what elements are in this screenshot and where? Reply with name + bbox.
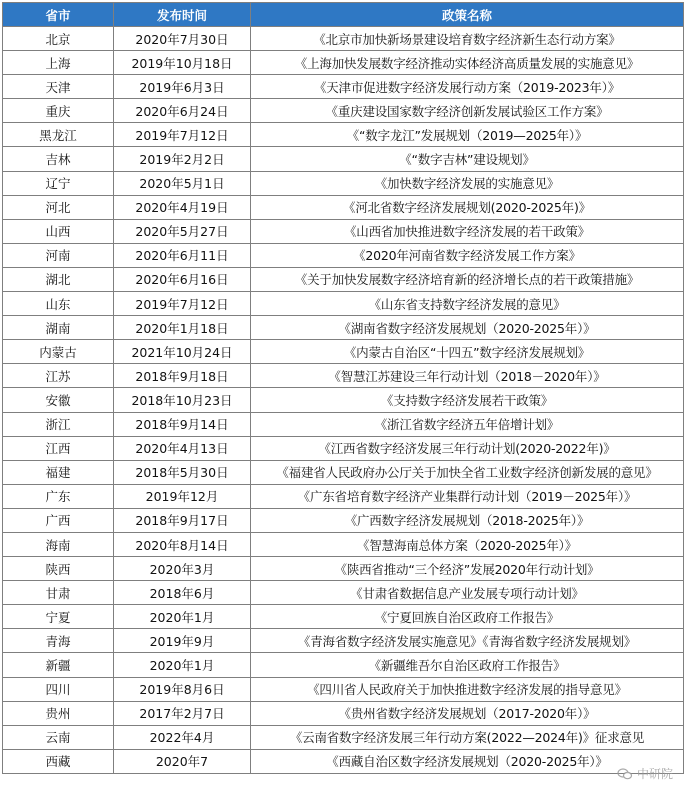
cell-policy: 《广东省培育数字经济产业集群行动计划（2019－2025年）》 bbox=[251, 484, 684, 508]
cell-province: 河北 bbox=[3, 195, 114, 219]
cell-date: 2019年8月6日 bbox=[114, 677, 251, 701]
cell-province: 甘肃 bbox=[3, 581, 114, 605]
cell-province: 山西 bbox=[3, 219, 114, 243]
table-row bbox=[3, 605, 684, 629]
cell-date: 2018年10月23日 bbox=[114, 388, 251, 412]
header-policy: 政策名称 bbox=[251, 3, 684, 27]
cell-province: 新疆 bbox=[3, 653, 114, 677]
table-row bbox=[3, 364, 684, 388]
table-row bbox=[3, 75, 684, 99]
table-row bbox=[3, 436, 684, 460]
cell-policy: 《加快数字经济发展的实施意见》 bbox=[251, 171, 684, 195]
cell-province: 浙江 bbox=[3, 412, 114, 436]
table-row bbox=[3, 123, 684, 147]
table-row bbox=[3, 316, 684, 340]
cell-policy: 《浙江省数字经济五年倍增计划》 bbox=[251, 412, 684, 436]
policy-table bbox=[2, 2, 684, 774]
cell-policy: 《湖南省数字经济发展规划（2020-2025年）》 bbox=[251, 316, 684, 340]
cell-policy: 《上海加快发展数字经济推动实体经济高质量发展的实施意见》 bbox=[251, 51, 684, 75]
cell-policy: 《宁夏回族自治区政府工作报告》 bbox=[251, 605, 684, 629]
cell-date: 2020年4月19日 bbox=[114, 195, 251, 219]
cell-policy: 《内蒙古自治区“十四五”数字经济发展规划》 bbox=[251, 340, 684, 364]
table-row bbox=[3, 725, 684, 749]
cell-date: 2019年12月 bbox=[114, 484, 251, 508]
watermark bbox=[617, 765, 673, 782]
cell-policy: 《山西省加快推进数字经济发展的若干政策》 bbox=[251, 219, 684, 243]
table-row bbox=[3, 147, 684, 171]
cell-province: 广西 bbox=[3, 508, 114, 532]
cell-policy: 《新疆维吾尔自治区政府工作报告》 bbox=[251, 653, 684, 677]
cell-date: 2018年5月30日 bbox=[114, 460, 251, 484]
cell-policy: 《支持数字经济发展若干政策》 bbox=[251, 388, 684, 412]
cell-province: 云南 bbox=[3, 725, 114, 749]
cell-province: 上海 bbox=[3, 51, 114, 75]
cell-policy: 《“数字龙江”发展规划（2019—2025年）》 bbox=[251, 123, 684, 147]
cell-province: 江苏 bbox=[3, 364, 114, 388]
cell-policy: 《福建省人民政府办公厅关于加快全省工业数字经济创新发展的意见》 bbox=[251, 460, 684, 484]
table-row bbox=[3, 243, 684, 267]
cell-province: 内蒙古 bbox=[3, 340, 114, 364]
table-row bbox=[3, 99, 684, 123]
cell-policy: 《广西数字经济发展规划（2018-2025年）》 bbox=[251, 508, 684, 532]
cell-province: 湖南 bbox=[3, 316, 114, 340]
cell-policy: 《2020年河南省数字经济发展工作方案》 bbox=[251, 243, 684, 267]
cell-province: 江西 bbox=[3, 436, 114, 460]
cell-province: 河南 bbox=[3, 243, 114, 267]
cell-date: 2020年1月18日 bbox=[114, 316, 251, 340]
cell-policy: 《“数字吉林”建设规划》 bbox=[251, 147, 684, 171]
cell-date: 2019年7月12日 bbox=[114, 123, 251, 147]
cell-policy: 《重庆建设国家数字经济创新发展试验区工作方案》 bbox=[251, 99, 684, 123]
cell-policy: 《西藏自治区数字经济发展规划（2020-2025年）》 bbox=[251, 749, 684, 773]
cell-policy: 《甘肃省数据信息产业发展专项行动计划》 bbox=[251, 581, 684, 605]
table-header-row bbox=[3, 3, 684, 27]
cell-date: 2020年3月 bbox=[114, 557, 251, 581]
cell-date: 2020年5月1日 bbox=[114, 171, 251, 195]
cell-policy: 《陕西省推动“三个经济”发展2020年行动计划》 bbox=[251, 557, 684, 581]
table-row bbox=[3, 749, 684, 773]
table-row bbox=[3, 484, 684, 508]
cell-policy: 《河北省数字经济发展规划(2020-2025年)》 bbox=[251, 195, 684, 219]
table-row bbox=[3, 701, 684, 725]
table-row bbox=[3, 195, 684, 219]
cell-policy: 《关于加快发展数字经济培育新的经济增长点的若干政策措施》 bbox=[251, 267, 684, 291]
cell-date: 2019年9月 bbox=[114, 629, 251, 653]
cell-date: 2018年9月18日 bbox=[114, 364, 251, 388]
cell-policy: 《北京市加快新场景建设培育数字经济新生态行动方案》 bbox=[251, 27, 684, 51]
cell-date: 2019年7月12日 bbox=[114, 292, 251, 316]
header-date: 发布时间 bbox=[114, 3, 251, 27]
cell-province: 山东 bbox=[3, 292, 114, 316]
table-row bbox=[3, 508, 684, 532]
cell-date: 2018年6月 bbox=[114, 581, 251, 605]
table-row bbox=[3, 677, 684, 701]
cell-province: 西藏 bbox=[3, 749, 114, 773]
cell-province: 北京 bbox=[3, 27, 114, 51]
table-row bbox=[3, 292, 684, 316]
cell-date: 2019年10月18日 bbox=[114, 51, 251, 75]
cell-policy: 《江西省数字经济发展三年行动计划(2020-2022年)》 bbox=[251, 436, 684, 460]
cell-province: 安徽 bbox=[3, 388, 114, 412]
cell-date: 2018年9月17日 bbox=[114, 508, 251, 532]
table-row bbox=[3, 653, 684, 677]
table-row bbox=[3, 219, 684, 243]
cell-policy: 《天津市促进数字经济发展行动方案（2019-2023年）》 bbox=[251, 75, 684, 99]
cell-province: 陕西 bbox=[3, 557, 114, 581]
cell-date: 2020年4月13日 bbox=[114, 436, 251, 460]
cell-province: 重庆 bbox=[3, 99, 114, 123]
cell-date: 2021年10月24日 bbox=[114, 340, 251, 364]
cell-date: 2020年5月27日 bbox=[114, 219, 251, 243]
cell-date: 2020年8月14日 bbox=[114, 532, 251, 556]
cell-province: 宁夏 bbox=[3, 605, 114, 629]
cell-date: 2020年6月24日 bbox=[114, 99, 251, 123]
table-body bbox=[3, 27, 684, 774]
cell-province: 青海 bbox=[3, 629, 114, 653]
cell-province: 吉林 bbox=[3, 147, 114, 171]
table-row bbox=[3, 532, 684, 556]
cell-policy: 《青海省数字经济发展实施意见》《青海省数字经济发展规划》 bbox=[251, 629, 684, 653]
cell-province: 辽宁 bbox=[3, 171, 114, 195]
cell-policy: 《云南省数字经济发展三年行动方案(2022—2024年)》征求意见 bbox=[251, 725, 684, 749]
cell-date: 2020年1月 bbox=[114, 605, 251, 629]
cell-province: 广东 bbox=[3, 484, 114, 508]
table-row bbox=[3, 51, 684, 75]
cell-province: 黑龙江 bbox=[3, 123, 114, 147]
table-row bbox=[3, 412, 684, 436]
table-row bbox=[3, 460, 684, 484]
cell-province: 贵州 bbox=[3, 701, 114, 725]
table-row bbox=[3, 581, 684, 605]
cell-date: 2020年1月 bbox=[114, 653, 251, 677]
table-row bbox=[3, 27, 684, 51]
cell-date: 2020年7月30日 bbox=[114, 27, 251, 51]
table-row bbox=[3, 171, 684, 195]
cell-date: 2018年9月14日 bbox=[114, 412, 251, 436]
table-row bbox=[3, 629, 684, 653]
table-row bbox=[3, 557, 684, 581]
cell-date: 2020年6月11日 bbox=[114, 243, 251, 267]
cell-policy: 《智慧海南总体方案（2020-2025年）》 bbox=[251, 532, 684, 556]
cell-province: 福建 bbox=[3, 460, 114, 484]
cell-province: 天津 bbox=[3, 75, 114, 99]
table-row bbox=[3, 388, 684, 412]
cell-policy: 《四川省人民政府关于加快推进数字经济发展的指导意见》 bbox=[251, 677, 684, 701]
table-row bbox=[3, 267, 684, 291]
cell-policy: 《山东省支持数字经济发展的意见》 bbox=[251, 292, 684, 316]
cell-policy: 《贵州省数字经济发展规划（2017-2020年）》 bbox=[251, 701, 684, 725]
table-row bbox=[3, 340, 684, 364]
watermark-text: 中研院 bbox=[636, 767, 673, 781]
cell-date: 2017年2月7日 bbox=[114, 701, 251, 725]
cell-province: 海南 bbox=[3, 532, 114, 556]
cell-province: 四川 bbox=[3, 677, 114, 701]
cell-date: 2019年2月2日 bbox=[114, 147, 251, 171]
wechat-icon bbox=[617, 766, 633, 782]
cell-policy: 《智慧江苏建设三年行动计划（2018－2020年）》 bbox=[251, 364, 684, 388]
cell-date: 2020年7 bbox=[114, 749, 251, 773]
cell-date: 2020年6月16日 bbox=[114, 267, 251, 291]
cell-date: 2022年4月 bbox=[114, 725, 251, 749]
cell-date: 2019年6月3日 bbox=[114, 75, 251, 99]
header-province: 省市 bbox=[3, 3, 114, 27]
cell-province: 湖北 bbox=[3, 267, 114, 291]
